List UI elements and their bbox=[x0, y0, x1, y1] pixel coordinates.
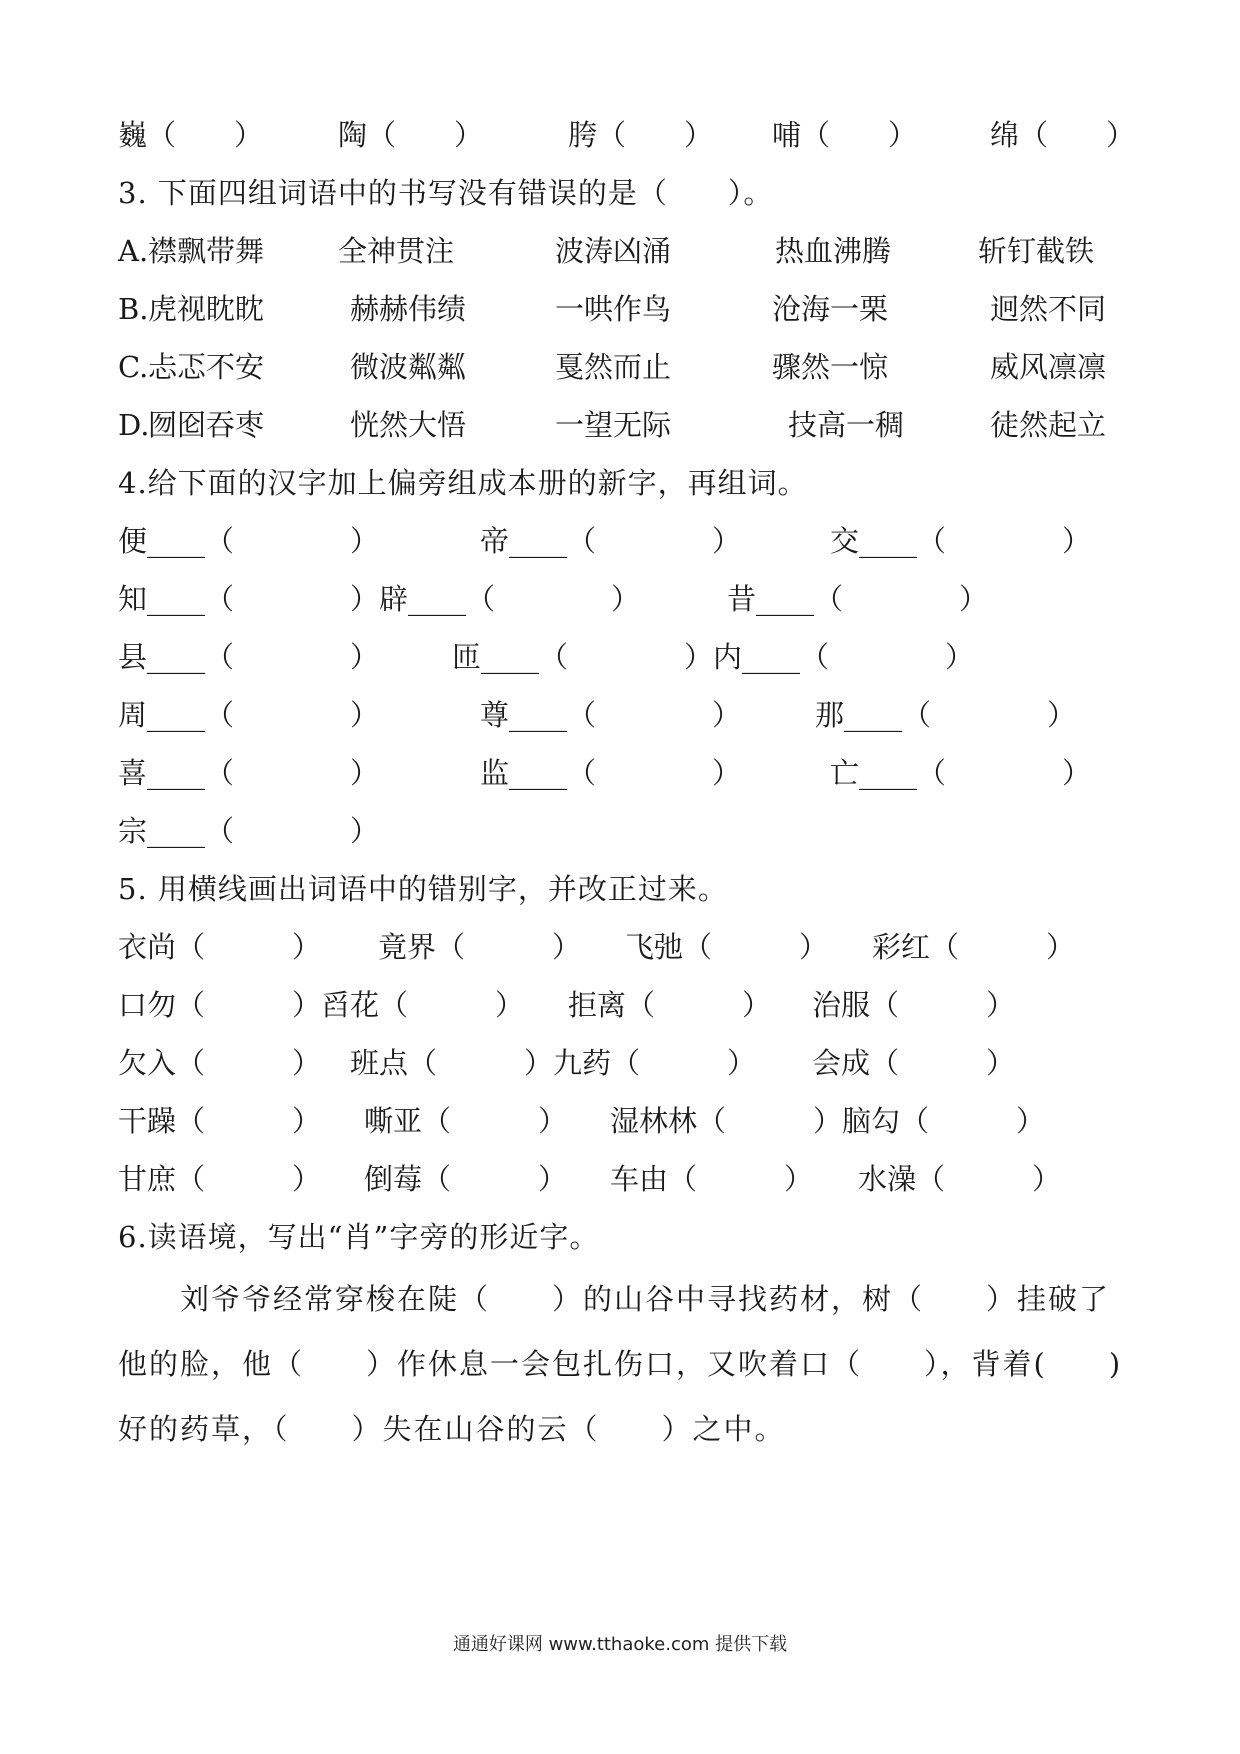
radical-item: 尊____（ ） bbox=[480, 698, 742, 732]
word: 襟飘带舞 bbox=[148, 234, 265, 268]
typo-item: 飞弛（ ） bbox=[625, 930, 829, 964]
word: 威风凛凛 bbox=[990, 350, 1107, 384]
word: 一哄作鸟 bbox=[555, 292, 672, 326]
word: 徒然起立 bbox=[990, 408, 1107, 442]
pinyin-item: 哺（ ） bbox=[772, 118, 918, 152]
question-6: 6.读语境，写出“肖”字旁的形近字。 bbox=[118, 1220, 600, 1254]
word: 赫赫伟绩 bbox=[350, 292, 467, 326]
word: 波涛凶涌 bbox=[555, 234, 672, 268]
typo-item: 嘶亚（ ） bbox=[364, 1104, 568, 1138]
typo-item: 班点（ ）九药（ ） bbox=[350, 1046, 757, 1080]
typo-item: 干躁（ ） bbox=[118, 1104, 322, 1138]
option-label: D. bbox=[118, 408, 150, 442]
pinyin-item: 胯（ ） bbox=[568, 118, 714, 152]
typo-item: 车由（ ） bbox=[610, 1162, 814, 1196]
word: 微波粼粼 bbox=[350, 350, 467, 384]
radical-item: 帝____（ ） bbox=[480, 524, 742, 558]
word: 一望无际 bbox=[555, 408, 672, 442]
typo-item: 拒离（ ） bbox=[568, 988, 772, 1022]
radical-item: 宗____（ ） bbox=[118, 814, 380, 848]
typo-item: 欠入（ ） bbox=[118, 1046, 322, 1080]
typo-item: 甘庶（ ） bbox=[118, 1162, 322, 1196]
word: 骤然一惊 bbox=[772, 350, 889, 384]
radical-item: 监____（ ） bbox=[480, 756, 742, 790]
typo-item: 水澡（ ） bbox=[858, 1162, 1062, 1196]
word: 虎视眈眈 bbox=[148, 292, 265, 326]
word: 恍然大悟 bbox=[350, 408, 467, 442]
option-label: A. bbox=[118, 234, 149, 268]
word: 技高一稠 bbox=[788, 408, 905, 442]
radical-item: 昔____（ ） bbox=[727, 582, 989, 616]
question-5: 5. 用横线画出词语中的错别字，并改正过来。 bbox=[118, 872, 728, 906]
radical-item: 县____（ ） bbox=[118, 640, 380, 674]
question-4: 4.给下面的汉字加上偏旁组成本册的新字，再组词。 bbox=[118, 466, 808, 500]
radical-item: 喜____（ ） bbox=[118, 756, 380, 790]
typo-item: 会成（ ） bbox=[812, 1046, 1016, 1080]
typo-item: 倒莓（ ） bbox=[364, 1162, 568, 1196]
pinyin-item: 巍（ ） bbox=[118, 118, 264, 152]
radical-item: 周____（ ） bbox=[118, 698, 380, 732]
word: 忐忑不安 bbox=[148, 350, 265, 384]
radical-item: 亡____（ ） bbox=[830, 756, 1092, 790]
question-3: 3. 下面四组词语中的书写没有错误的是（ ）。 bbox=[118, 176, 774, 210]
typo-item: 竟界（ ） bbox=[378, 930, 582, 964]
typo-item: 治服（ ） bbox=[812, 988, 1016, 1022]
context-passage: 刘爷爷经常穿梭在陡（ ）的山谷中寻找药材，树（ ）挂破了他的脸，他（ ）作休息一会包扎伤口，又吹着口（ ），背着( )好的药草，（ ）失在山谷的云（ ）之中。 bbox=[118, 1282, 1123, 1446]
option-label: B. bbox=[118, 292, 149, 326]
word: 戛然而止 bbox=[555, 350, 672, 384]
typo-item: 衣尚（ ） bbox=[118, 930, 322, 964]
option-label: C. bbox=[118, 350, 149, 384]
word: 迥然不同 bbox=[990, 292, 1107, 326]
pinyin-item: 陶（ ） bbox=[338, 118, 484, 152]
typo-item: 口勿（ ）舀花（ ） bbox=[118, 988, 525, 1022]
radical-item: 知____（ ）辟____（ ） bbox=[118, 582, 641, 616]
radical-item: 便____（ ） bbox=[118, 524, 380, 558]
typo-item: 湿林林（ ）脑勾（ ） bbox=[610, 1104, 1046, 1138]
radical-item: 那____（ ） bbox=[815, 698, 1077, 732]
word: 全神贯注 bbox=[338, 234, 455, 268]
word: 斩钉截铁 bbox=[978, 234, 1095, 268]
word: 热血沸腾 bbox=[775, 234, 892, 268]
radical-item: 匝____（ ）内____（ ） bbox=[452, 640, 975, 674]
word: 囫囵吞枣 bbox=[148, 408, 265, 442]
typo-item: 彩红（ ） bbox=[872, 930, 1076, 964]
pinyin-item: 绵（ ） bbox=[990, 118, 1136, 152]
page-footer: 通通好课网 www.tthaoke.com 提供下载 bbox=[452, 1634, 788, 1655]
word: 沧海一栗 bbox=[772, 292, 889, 326]
radical-item: 交____（ ） bbox=[830, 524, 1092, 558]
